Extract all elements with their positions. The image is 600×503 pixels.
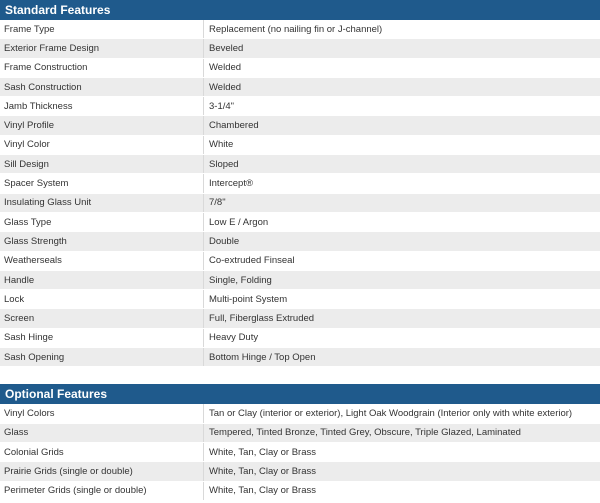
table-row	[0, 442, 600, 461]
feature-name: Perimeter Grids (single or double)	[0, 481, 204, 500]
standard-features-table	[0, 20, 600, 367]
table-row	[0, 328, 600, 347]
feature-name: Vinyl Profile	[0, 116, 204, 135]
table-row	[0, 39, 600, 58]
table-row	[0, 309, 600, 328]
feature-value: White	[204, 135, 600, 154]
section-divider	[0, 367, 600, 384]
feature-value: Tan or Clay (interior or exterior), Light Oak Woodgrain (Interior only with white exterior)	[204, 404, 600, 423]
feature-name: Prairie Grids (single or double)	[0, 462, 204, 481]
table-row	[0, 251, 600, 270]
feature-value: Co-extruded Finseal	[204, 251, 600, 270]
feature-value: White, Tan, Clay or Brass	[204, 481, 600, 500]
feature-name: Spacer System	[0, 174, 204, 193]
feature-value: Single, Folding	[204, 270, 600, 289]
table-row	[0, 135, 600, 154]
table-row	[0, 174, 600, 193]
table-row	[0, 423, 600, 442]
feature-value: Chambered	[204, 116, 600, 135]
feature-value: Sloped	[204, 155, 600, 174]
table-row	[0, 116, 600, 135]
feature-name: Glass	[0, 423, 204, 442]
feature-name: Vinyl Color	[0, 135, 204, 154]
feature-value: Intercept®	[204, 174, 600, 193]
feature-name: Jamb Thickness	[0, 97, 204, 116]
table-row	[0, 193, 600, 212]
table-row	[0, 404, 600, 423]
feature-name: Glass Strength	[0, 232, 204, 251]
feature-value: Welded	[204, 58, 600, 77]
feature-name: Lock	[0, 290, 204, 309]
table-row	[0, 232, 600, 251]
feature-name: Exterior Frame Design	[0, 39, 204, 58]
optional-features-header: Optional Features	[0, 384, 600, 404]
feature-value: Heavy Duty	[204, 328, 600, 347]
feature-name: Vinyl Colors	[0, 404, 204, 423]
feature-name: Insulating Glass Unit	[0, 193, 204, 212]
feature-value: White, Tan, Clay or Brass	[204, 462, 600, 481]
feature-name: Sill Design	[0, 155, 204, 174]
feature-value: Double	[204, 232, 600, 251]
feature-value: White, Tan, Clay or Brass	[204, 442, 600, 461]
table-row	[0, 270, 600, 289]
table-row	[0, 212, 600, 231]
table-row	[0, 462, 600, 481]
feature-value: Full, Fiberglass Extruded	[204, 309, 600, 328]
table-row	[0, 155, 600, 174]
table-row	[0, 290, 600, 309]
table-row	[0, 58, 600, 77]
feature-name: Weatherseals	[0, 251, 204, 270]
feature-name: Sash Opening	[0, 348, 204, 367]
feature-name: Handle	[0, 270, 204, 289]
feature-value: Multi-point System	[204, 290, 600, 309]
feature-name: Sash Hinge	[0, 328, 204, 347]
feature-name: Frame Construction	[0, 58, 204, 77]
feature-name: Colonial Grids	[0, 442, 204, 461]
table-row	[0, 97, 600, 116]
feature-name: Sash Construction	[0, 77, 204, 96]
optional-features-section	[0, 384, 600, 500]
feature-value: Replacement (no nailing fin or J-channel)	[204, 20, 600, 39]
feature-value: Tempered, Tinted Bronze, Tinted Grey, Obscure, Triple Glazed, Laminated	[204, 423, 600, 442]
feature-name: Frame Type	[0, 20, 204, 39]
table-row	[0, 481, 600, 500]
table-row	[0, 20, 600, 39]
feature-value: Bottom Hinge / Top Open	[204, 348, 600, 367]
feature-value: Welded	[204, 77, 600, 96]
table-row	[0, 77, 600, 96]
feature-value: 7/8"	[204, 193, 600, 212]
feature-name: Screen	[0, 309, 204, 328]
feature-value: Low E / Argon	[204, 212, 600, 231]
optional-features-table	[0, 404, 600, 500]
standard-features-header: Standard Features	[0, 0, 600, 20]
table-row	[0, 348, 600, 367]
feature-name: Glass Type	[0, 212, 204, 231]
feature-value: Beveled	[204, 39, 600, 58]
feature-value: 3-1/4"	[204, 97, 600, 116]
